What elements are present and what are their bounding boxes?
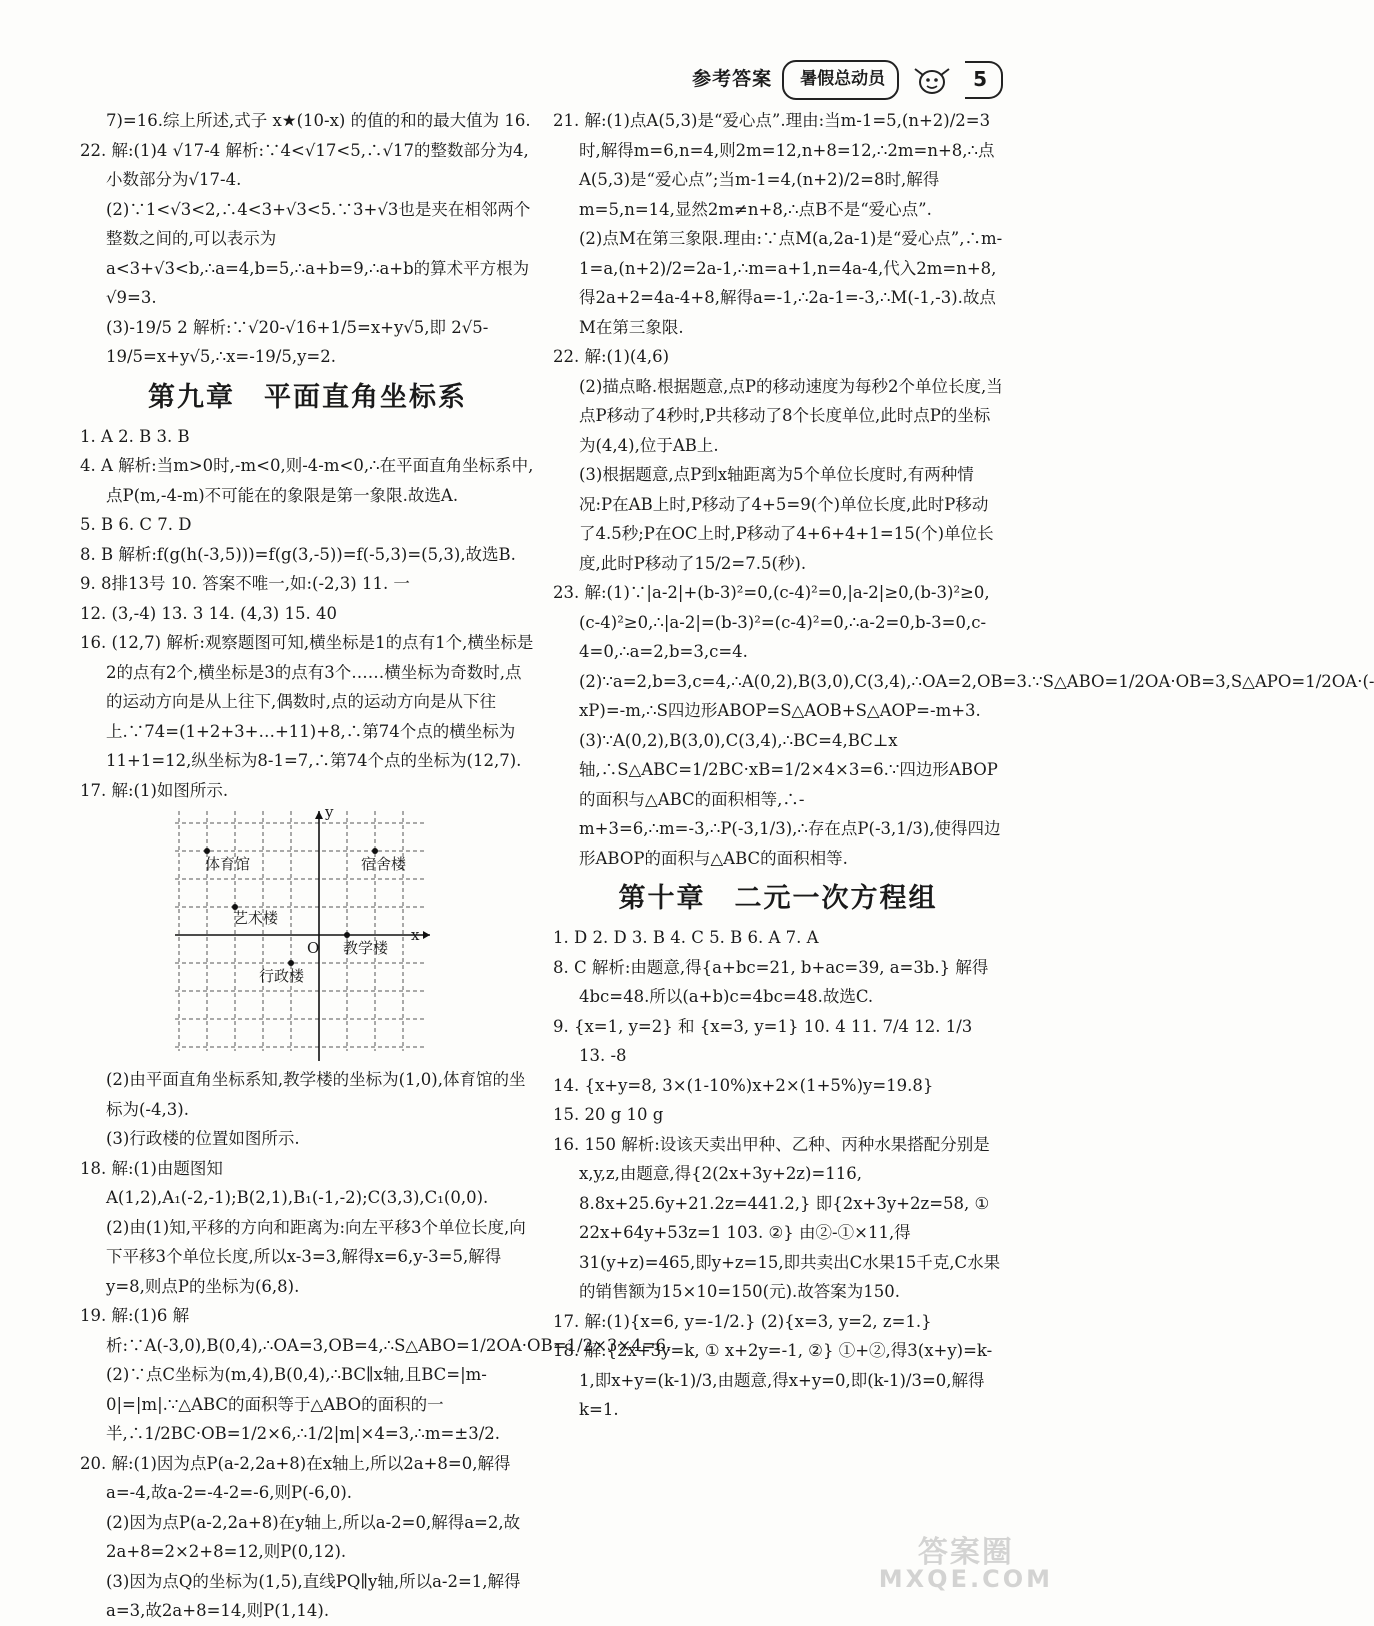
answer-c9-20-2: (2)因为点P(a-2,2a+8)在y轴上,所以a-2=0,解得a=2,故2a+8=2×2+8=12,则P(0,12). (106, 1512, 521, 1561)
art-building-label: 艺术楼 (233, 909, 279, 927)
answer-c9-17: 17. 解:(1)如图所示. (80, 780, 229, 800)
answer-c9-18-1: 18. 解:(1)由题图知A(1,2),A₁(-2,-1);B(2,1),B₁(-1,-2);C(3,3),C₁(0,0). (80, 1158, 489, 1207)
teaching-building-label: 教学楼 (343, 939, 389, 957)
answer-c9-20-1: 20. 解:(1)因为点P(a-2,2a+8)在x轴上,所以2a+8=0,解得a=-4,故a-2=-4-2=-6,则P(-6,0). (80, 1453, 511, 1502)
answer-c10-18: 18. 解:{2x+3y=k, ① x+2y=-1, ②} ①+②,得3(x+y)=k-1,即x+y=(k-1)/3,由题意,得x+y=0,即(k-1)/3=0,解得k=1. (553, 1341, 993, 1419)
gym-label: 体育馆 (205, 855, 251, 873)
answer-c10-9: 9. {x=1, y=2} 和 {x=3, y=1} 10. 4 11. 7/4 12. 1/3 13. -8 (553, 1016, 973, 1065)
answer-22-2-right: (2)描点略.根据题意,点P的移动速度为每秒2个单位长度,当点P移动了4秒时,P共移动了8个长度单位,此时点P的坐标为(4,4),位于AB上. (579, 376, 1003, 455)
origin-label: O (307, 939, 320, 957)
x-axis-label: x (411, 926, 420, 944)
answer-22-3: (3)-19/5 2 解析:∵√20-√16+1/5=x+y√5,即 2√5-19/5=x+y√5,∴x=-19/5,y=2. (106, 317, 489, 366)
answer-21-2: (2)点M在第三象限.理由:∵点M(a,2a-1)是“爱心点”,∴m-1=a,(n+2)/2=2a-1,∴m=a+1,n=4a-4,代入2m=n+8,得2a+2=4a-4+8,解得a=-1,∴2a-1=-3,∴M(-1,-3).故点M在第三象限. (579, 229, 1003, 337)
chapter-10-title: 第十章 二元一次方程组 (618, 883, 938, 914)
answer-23-2: (2)∵a=2,b=3,c=4,∴A(0,2),B(3,0),C(3,4),∴OA=2,OB=3.∵S△ABO=1/2OA·OB=3,S△APO=1/2OA·(-xP)=-m,∴S四边形ABOP=S△AOB+S△AOP=-m+3. (579, 671, 1374, 720)
watermark-logo (878, 1535, 1053, 1593)
mascot-icon (909, 63, 955, 97)
answer-c9-20-3: (3)因为点Q的坐标为(1,5),直线PQ∥y轴,所以a-2=1,解得a=3,故2a+8=14,则P(1,14). (106, 1571, 521, 1620)
answer-21-1: 21. 解:(1)点A(5,3)是“爱心点”.理由:当m-1=5,(n+2)/2=3时,解得m=6,n=4,则2m=12,n+8=12,∴2m=n+8,∴点A(5,3)是“爱心点”;当m-1=4,(n+2)/2=8时,解得m=5,n=14,显然2m≠n+8,∴点B不是“爱心点”. (553, 111, 995, 219)
answer-c9-4: 4. A 解析:当m>0时,-m<0,则-4-m<0,∴在平面直角坐标系中,点P(m,-4-m)不可能在的象限是第一象限.故选A. (80, 456, 534, 505)
answer-c9-8: 8. B 解析:f(g(h(-3,5)))=f(g(3,-5))=f(-5,3)=(5,3),故选B. (80, 544, 516, 564)
right-column (553, 106, 1374, 1425)
answer-22-1: 22. 解:(1)4 √17-4 解析:∵4<√17<5,∴√17的整数部分为4,小数部分为√17-4. (80, 140, 529, 189)
admin-building-label: 行政楼 (259, 967, 305, 985)
answer-c10-8: 8. C 解析:由题意,得{a+bc=21, b+ac=39, a=3b.} 解得4bc=48.所以(a+b)c=4bc=48.故选C. (553, 957, 989, 1006)
page-number: 5 (965, 61, 1003, 99)
answer-c10-16: 16. 150 解析:设该天卖出甲种、乙种、丙种水果搭配分别是x,y,z,由题意,得{2(2x+3y+2z)=116, 8.8x+25.6y+21.2z=441.2,} 即{2x+3y+2z=58, ① 22x+64y+53z=1 103. ②} 由②-①×11,得31(y+z)=465,即y+z=15,即共卖出C水果15千克,C水果的销售额为15×10=150(元).故答案为150. (553, 1134, 1001, 1301)
answer-text: 7)=16.综上所述,式子 x★(10-x) 的值的和的最大值为 16. (106, 111, 531, 130)
watermark-line1: 答案圈 (917, 1535, 1014, 1570)
answer-c9-12: 12. (3,-4) 13. 3 14. (4,3) 15. 40 (80, 603, 337, 623)
page-header (692, 60, 1003, 100)
answer-c9-9: 9. 8排13号 10. 答案不唯一,如:(-2,3) 11. 一 (80, 574, 410, 593)
answer-c9-5: 5. B 6. C 7. D (80, 515, 192, 534)
answer-c9-17-2: (2)由平面直角坐标系知,教学楼的坐标为(1,0),体育馆的坐标为(-4,3). (106, 1070, 526, 1119)
answer-c9-19-1: 19. 解:(1)6 解析:∵A(-3,0),B(0,4),∴OA=3,OB=4,∴S△ABO=1/2OA·OB=1/2×3×4=6. (80, 1306, 672, 1355)
coordinate-grid-figure (175, 803, 435, 1061)
dormitory-label: 宿舍楼 (361, 855, 407, 873)
answer-c10-17: 17. 解:(1){x=6, y=-1/2.} (2){x=3, y=2, z=1.} (553, 1311, 932, 1331)
reference-answer-title: 参考答案 (692, 68, 773, 91)
watermark-line2: MXQE.COM (878, 1565, 1053, 1593)
answer-c9-1: 1. A 2. B 3. B (80, 426, 190, 446)
chapter-9-title: 第九章 平面直角坐标系 (148, 381, 467, 413)
answer-c9-19-2: (2)∵点C坐标为(m,4),B(0,4),∴BC∥x轴,且BC=|m-0|=|m|.∵△ABC的面积等于△ABO的面积的一半,∴1/2BC·OB=1/2×6,∴1/2|m|×4=3,∴m=±3/2. (106, 1365, 501, 1443)
answer-c9-16: 16. (12,7) 解析:观察题图可知,横坐标是1的点有1个,横坐标是2的点有2个,横坐标是3的点有3个……横坐标为奇数时,点的运动方向是从上往下,偶数时,点的运动方向是从下往上.∵74=(1+2+3+…+11)+8,∴第74个点的横坐标为11+1=12,纵坐标为8-1=7,∴第74个点的坐标为(12,7). (80, 633, 534, 770)
book-brand: 暑假总动员 (782, 60, 899, 100)
coordinate-grid (175, 811, 435, 1061)
y-axis-label: y (325, 803, 334, 821)
answer-c9-18-2: (2)由(1)知,平移的方向和距离为:向左平移3个单位长度,向下平移3个单位长度,所以x-3=3,解得x=6,y-3=5,解得y=8,则点P的坐标为(6,8). (106, 1217, 526, 1296)
answer-23-3: (3)∵A(0,2),B(3,0),C(3,4),∴BC=4,BC⊥x轴,∴S△ABC=1/2BC·xB=1/2×4×3=6.∵四边形ABOP的面积与△ABC的面积相等,∴-m+3=6,∴m=-3,∴P(-3,1/3),∴存在点P(-3,1/3),使得四边形ABOP的面积与△ABC的面积相等. (579, 730, 1001, 868)
answer-23-1: 23. 解:(1)∵|a-2|+(b-3)²=0,(c-4)²=0,|a-2|≥0,(b-3)²≥0,(c-4)²≥0,∴|a-2|=(b-3)²=(c-4)²=0,∴a-2=0,b-3=0,c-4=0,∴a=2,b=3,c=4. (553, 583, 990, 661)
answer-c10-15: 15. 20 g 10 g (553, 1105, 664, 1124)
answer-22-1-right: 22. 解:(1)(4,6) (553, 347, 670, 366)
answer-c10-14: 14. {x+y=8, 3×(1-10%)x+2×(1+5%)y=19.8} (553, 1075, 934, 1095)
answer-c10-1: 1. D 2. D 3. B 4. C 5. B 6. A 7. A (553, 928, 819, 947)
answer-22-2: (2)∵1<√3<2,∴4<3+√3<5.∵3+√3也是夹在相邻两个整数之间的,可以表示为a<3+√3<b,∴a=4,b=5,∴a+b=9,∴a+b的算术平方根为√9=3. (106, 199, 531, 307)
answer-c9-17-3: (3)行政楼的位置如图所示. (106, 1129, 300, 1148)
answer-22-3-right: (3)根据题意,点P到x轴距离为5个单位长度时,有两种情况:P在AB上时,P移动了4+5=9(个)单位长度,此时P移动了4.5秒;P在OC上时,P移动了4+6+4+1=15(个)单位长度,此时P移动了15/2=7.5(秒). (579, 465, 994, 573)
